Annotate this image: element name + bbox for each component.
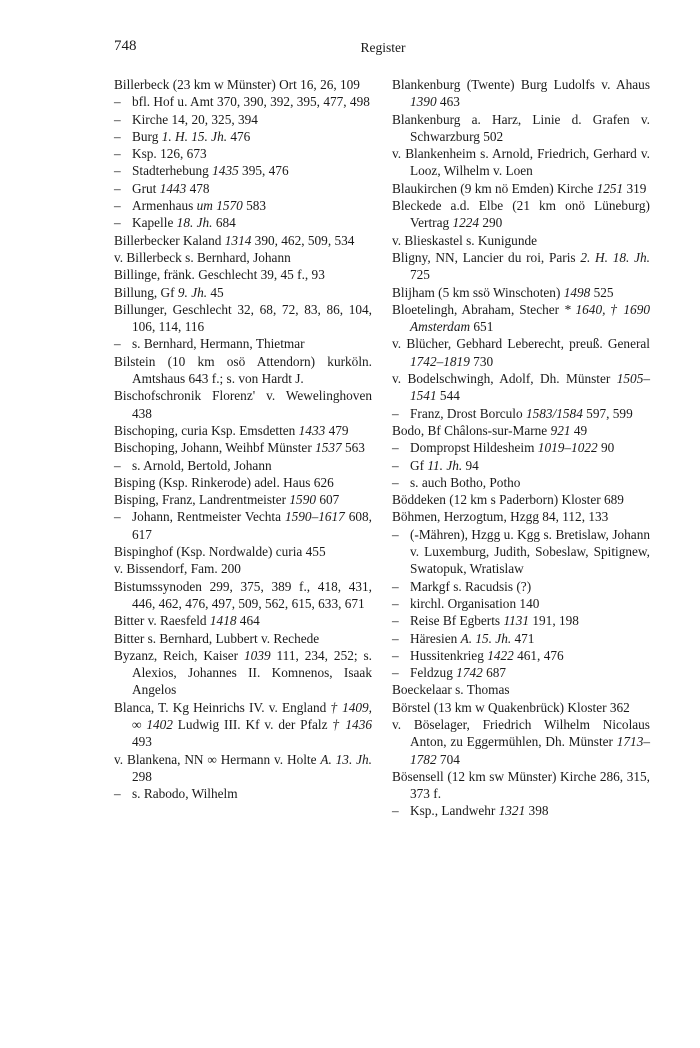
index-entry — [114, 508, 372, 543]
entry-text: 1742–1819 — [410, 353, 470, 369]
entry-text: 2. H. 18. Jh. — [580, 249, 650, 265]
entry-text: 1390 — [410, 94, 437, 110]
entry-text: 1321 — [498, 803, 526, 819]
index-entry — [114, 387, 372, 422]
subentry-dash: – — [392, 630, 399, 646]
entry-text: Ksp. 126, 673 — [132, 146, 207, 162]
index-entry — [392, 439, 650, 456]
entry-text: Böddeken (12 km s Paderborn) Kloster 689 — [392, 492, 624, 508]
entry-text: 398 — [525, 803, 549, 819]
entry-text: 1039 — [244, 647, 271, 663]
entry-text: 525 — [590, 284, 614, 300]
subentry-dash: – — [114, 111, 121, 127]
subentry-dash: – — [392, 647, 399, 663]
index-entry — [392, 647, 650, 664]
entry-text: Kirche 14, 20, 325, 394 — [132, 111, 258, 127]
entry-text: 479 — [325, 422, 349, 438]
index-entry — [114, 145, 372, 162]
index-entry — [392, 612, 650, 629]
entry-text: v. Bodelschwingh, Adolf, Dh. Münster — [392, 371, 617, 387]
entry-text: kirchl. Organisation 140 — [410, 595, 540, 611]
entry-text: 725 — [410, 267, 430, 283]
entry-text: 687 — [482, 665, 507, 681]
page-number: 748 — [114, 38, 137, 54]
index-entry — [392, 716, 650, 768]
entry-text: 1251 — [596, 180, 624, 196]
subentry-dash: – — [114, 180, 121, 196]
entry-text: 1433 — [298, 422, 326, 438]
entry-text: (-Mähren), Hzgg u. Kgg s. Bretislaw, Johann v. Luxemburg, Judith, Sobeslaw, Spitignew, Swatopuk, Wratislaw — [410, 526, 650, 577]
entry-text: 1131 — [503, 613, 530, 629]
entry-text: 607 — [316, 492, 340, 508]
entry-text: Blankenburg (Twente) Burg Ludolfs v. Ahaus — [392, 77, 650, 92]
subentry-dash: – — [114, 163, 121, 179]
running-title: Register — [360, 40, 406, 55]
entry-text: 290 — [479, 215, 503, 231]
index-entry — [392, 145, 650, 180]
entry-text: Bischoping, curia Ksp. Emsdetten — [114, 422, 299, 438]
entry-text: 704 — [436, 751, 460, 767]
entry-text: 49 — [570, 422, 588, 438]
entry-text: s. Arnold, Bertold, Johann — [132, 457, 272, 473]
entry-text: 463 — [436, 94, 460, 110]
entry-text: Armenhaus — [132, 198, 197, 214]
entry-text: Hussitenkrieg — [410, 647, 488, 663]
index-entry — [392, 630, 650, 647]
index-entry — [392, 335, 650, 370]
index-entry — [114, 353, 372, 388]
entry-text: Kapelle — [132, 215, 177, 231]
index-entry — [392, 681, 650, 698]
entry-text: Bitter s. Bernhard, Lubbert v. Rechede — [114, 630, 320, 646]
entry-text: s. auch Botho, Potho — [410, 474, 521, 490]
index-entry — [114, 630, 372, 647]
entry-text: 1742 — [456, 665, 483, 681]
entry-text: 1422 — [487, 647, 514, 663]
subentry-dash: – — [392, 457, 399, 473]
subentry-dash: – — [392, 665, 399, 681]
index-entry — [114, 214, 372, 231]
index-entry — [392, 491, 650, 508]
entry-text: Reise Bf Egberts — [410, 613, 504, 629]
entry-text: Blankenburg a. Harz, Linie d. Grafen v. Schwarzburg 502 — [392, 111, 650, 144]
index-entry — [392, 197, 650, 232]
entry-text: 464 — [236, 613, 260, 629]
entry-text: 1498 — [563, 284, 591, 300]
entry-text: 1. H. 15. Jh. — [161, 128, 228, 144]
subentry-dash: – — [114, 786, 121, 802]
index-entry — [392, 578, 650, 595]
entry-text: 9. Jh. — [177, 284, 208, 300]
index-entry — [114, 93, 372, 110]
entry-text: 1590 — [289, 492, 316, 508]
entry-text: Burg — [132, 128, 162, 144]
entry-text: v. Blankenheim s. Arnold, Friedrich, Gerhard v. Looz, Wilhelm v. Loen — [392, 146, 650, 179]
entry-text: Bischoping, Johann, Weihbf Münster — [114, 440, 316, 456]
entry-text: 94 — [462, 457, 479, 473]
subentry-dash: – — [114, 94, 121, 110]
entry-text: † 1409, ∞ 1402 — [132, 699, 372, 732]
entry-text: 544 — [436, 388, 460, 404]
entry-text: Billerbeck (23 km w Münster) Ort 16, 26, 109 — [114, 77, 360, 92]
subentry-dash: – — [114, 457, 121, 473]
entry-text: Bitter v. Raesfeld — [114, 613, 210, 629]
index-entry — [114, 180, 372, 197]
index-entry — [114, 491, 372, 508]
entry-text: 471 — [511, 630, 535, 646]
entry-text: * 1640, † 1690 Amsterdam — [410, 301, 650, 335]
entry-text: 493 — [132, 734, 152, 750]
entry-text: A. 15. Jh. — [460, 630, 512, 646]
entry-text: Bistumssynoden 299, 375, 389 f., 418, 431, 446, 462, 476, 497, 509, 562, 615, 633, 671 — [114, 578, 372, 611]
subentry-dash: – — [114, 198, 121, 214]
entry-text: 1019–1022 — [537, 440, 598, 456]
index-column-left — [114, 76, 372, 802]
entry-text: 191, 198 — [529, 613, 579, 629]
entry-text: 730 — [469, 353, 494, 369]
index-entry — [114, 76, 372, 93]
entry-text: 111, 234, 252; s. Alexios, Johannes II. Komnenos, Isaak Angelos — [132, 647, 372, 698]
entry-text: Byzanz, Reich, Kaiser — [114, 647, 245, 663]
entry-text: 684 — [212, 215, 236, 231]
index-entry — [114, 457, 372, 474]
entry-text: 1583/1584 — [525, 405, 583, 421]
entry-text: 476 — [227, 128, 251, 144]
index-entry — [392, 422, 650, 439]
entry-text: Blanca, T. Kg Heinrichs IV. v. England — [114, 699, 331, 715]
index-entry — [114, 578, 372, 613]
entry-text: Feldzug — [410, 665, 457, 681]
subentry-dash: – — [392, 474, 399, 490]
entry-text: v. Blankena, NN ∞ Hermann v. Holte — [114, 751, 321, 767]
subentry-dash: – — [114, 215, 121, 231]
entry-text: 1505–1541 — [410, 371, 650, 404]
entry-text: Johann, Rentmeister Vechta — [132, 509, 285, 525]
entry-text: Billerbecker Kaland — [114, 232, 225, 248]
entry-text: 390, 462, 509, 534 — [251, 232, 355, 248]
entry-text: A. 13. Jh. — [320, 751, 372, 767]
entry-text: 1443 — [159, 180, 187, 196]
index-entry — [114, 647, 372, 699]
index-column-right — [392, 76, 650, 820]
entry-text: Stadterhebung — [132, 163, 213, 179]
entry-text: 298 — [132, 768, 152, 784]
entry-text: Bloetelingh, Abraham, Stecher — [392, 301, 564, 317]
entry-text: Markgf s. Racudsis (?) — [410, 578, 532, 594]
entry-text: Ludwig III. Kf v. der Pfalz — [172, 716, 333, 732]
index-entry — [392, 76, 650, 111]
index-entry — [392, 301, 650, 336]
entry-text: Börstel (13 km w Quakenbrück) Kloster 362 — [392, 699, 630, 715]
index-entry — [392, 595, 650, 612]
entry-text: 1537 — [315, 440, 342, 456]
index-entry — [392, 457, 650, 474]
entry-text: Billunger, Geschlecht 32, 68, 72, 83, 86, 104, 106, 114, 116 — [114, 301, 372, 335]
entry-text: 608, 617 — [132, 509, 373, 542]
index-entry — [114, 612, 372, 629]
entry-text: Gf — [410, 457, 428, 473]
entry-text: 461, 476 — [513, 647, 564, 663]
entry-text: s. Rabodo, Wilhelm — [132, 786, 238, 802]
entry-text: 921 — [550, 422, 571, 438]
entry-text: Grut — [132, 180, 160, 196]
entry-text: 478 — [186, 180, 210, 196]
entry-text: um 1570 — [196, 198, 243, 214]
subentry-dash: – — [392, 440, 399, 456]
entry-text: 1224 — [452, 215, 480, 231]
subentry-dash: – — [392, 526, 399, 542]
index-entry — [114, 162, 372, 179]
entry-text: Bodo, Bf Châlons-sur-Marne — [392, 422, 551, 438]
subentry-dash: – — [392, 595, 399, 611]
index-entry — [114, 284, 372, 301]
index-entry — [392, 370, 650, 405]
entry-text: Franz, Drost Borculo — [410, 405, 526, 421]
index-entry — [114, 197, 372, 214]
entry-text: Blaukirchen (9 km nö Emden) Kirche — [392, 180, 597, 196]
entry-text: v. Bissendorf, Fam. 200 — [114, 561, 241, 577]
entry-text: v. Böselager, Friedrich Wilhelm Nicolaus Anton, zu Eggermühlen, Dh. Münster — [392, 716, 650, 750]
index-entry — [114, 266, 372, 283]
index-entry — [114, 751, 372, 786]
index-entry — [392, 699, 650, 716]
subentry-dash: – — [392, 578, 399, 594]
entry-text: 90 — [597, 440, 615, 456]
index-entry — [114, 249, 372, 266]
entry-text: Häresien — [410, 630, 461, 646]
entry-text: Bispinghof (Ksp. Nordwalde) curia 455 — [114, 544, 326, 560]
subentry-dash: – — [392, 613, 399, 629]
index-entry — [114, 422, 372, 439]
index-entry — [114, 699, 372, 751]
entry-text: Dompropst Hildesheim — [410, 440, 538, 456]
index-entry — [114, 301, 372, 336]
entry-text: Böhmen, Herzogtum, Hzgg 84, 112, 133 — [392, 509, 609, 525]
index-entry — [392, 180, 650, 197]
index-entry — [392, 508, 650, 525]
entry-text: Bischofschronik Florenz' v. Wewelinghoven 438 — [114, 388, 372, 421]
entry-text: Bleckede a.d. Elbe (21 km onö Lüneburg) Vertrag — [392, 198, 650, 231]
index-entry — [392, 474, 650, 491]
index-entry — [114, 232, 372, 249]
index-entry — [114, 785, 372, 802]
entry-text: v. Blieskastel s. Kunigunde — [392, 232, 538, 248]
entry-text: s. Bernhard, Hermann, Thietmar — [132, 336, 305, 352]
entry-text: bfl. Hof u. Amt 370, 390, 392, 395, 477, 498 — [132, 94, 370, 110]
entry-text: 1435 — [212, 163, 239, 179]
entry-text: Boeckelaar s. Thomas — [392, 682, 510, 698]
entry-text: 1314 — [224, 232, 252, 248]
subentry-dash: – — [114, 146, 121, 162]
entry-text: Billinge, fränk. Geschlecht 39, 45 f., 93 — [114, 267, 325, 283]
index-entry — [114, 560, 372, 577]
subentry-dash: – — [114, 336, 121, 352]
index-entry — [114, 111, 372, 128]
index-entry — [114, 474, 372, 491]
subentry-dash: – — [114, 128, 121, 144]
entry-text: 319 — [623, 180, 647, 196]
index-entry — [392, 664, 650, 681]
index-entry — [392, 111, 650, 146]
entry-text: Blijham (5 km ssö Winschoten) — [392, 284, 564, 300]
index-entry — [392, 232, 650, 249]
index-entry — [114, 335, 372, 352]
index-entry — [392, 405, 650, 422]
entry-text: 583 — [242, 198, 267, 214]
entry-text: 651 — [470, 319, 494, 335]
entry-text: Billung, Gf — [114, 284, 178, 300]
entry-text: 45 — [207, 284, 224, 300]
index-entry — [114, 128, 372, 145]
entry-text: 18. Jh. — [176, 215, 213, 231]
entry-text: Ksp., Landwehr — [410, 803, 499, 819]
entry-text: Bisping (Ksp. Rinkerode) adel. Haus 626 — [114, 474, 334, 490]
entry-text: Bilstein (10 km osö Attendorn) kurköln. Amtshaus 643 f.; s. von Hardt J. — [114, 353, 372, 387]
index-entry — [392, 802, 650, 819]
index-entry — [114, 543, 372, 560]
entry-text: 1590–1617 — [284, 509, 345, 525]
subentry-dash: – — [392, 405, 399, 421]
subentry-dash: – — [392, 803, 399, 819]
entry-text: Bligny, NN, Lancier du roi, Paris — [392, 249, 581, 265]
entry-text: 1713–1782 — [410, 734, 650, 767]
entry-text: Bösensell (12 km sw Münster) Kirche 286, 315, 373 f. — [392, 768, 650, 802]
entry-text: 597, 599 — [582, 405, 633, 421]
entry-text: Bisping, Franz, Landrentmeister — [114, 492, 290, 508]
entry-text: v. Billerbeck s. Bernhard, Johann — [114, 249, 291, 265]
subentry-dash: – — [114, 509, 121, 525]
index-entry — [392, 768, 650, 803]
entry-text: † 1436 — [332, 716, 372, 732]
entry-text: 395, 476 — [238, 163, 289, 179]
entry-text: 11. Jh. — [427, 457, 463, 473]
entry-text: 1418 — [209, 613, 237, 629]
index-entry — [392, 284, 650, 301]
index-entry — [114, 439, 372, 456]
entry-text: 563 — [341, 440, 365, 456]
index-entry — [392, 526, 650, 578]
entry-text: v. Blücher, Gebhard Leberecht, preuß. General — [392, 336, 650, 352]
index-entry — [392, 249, 650, 284]
